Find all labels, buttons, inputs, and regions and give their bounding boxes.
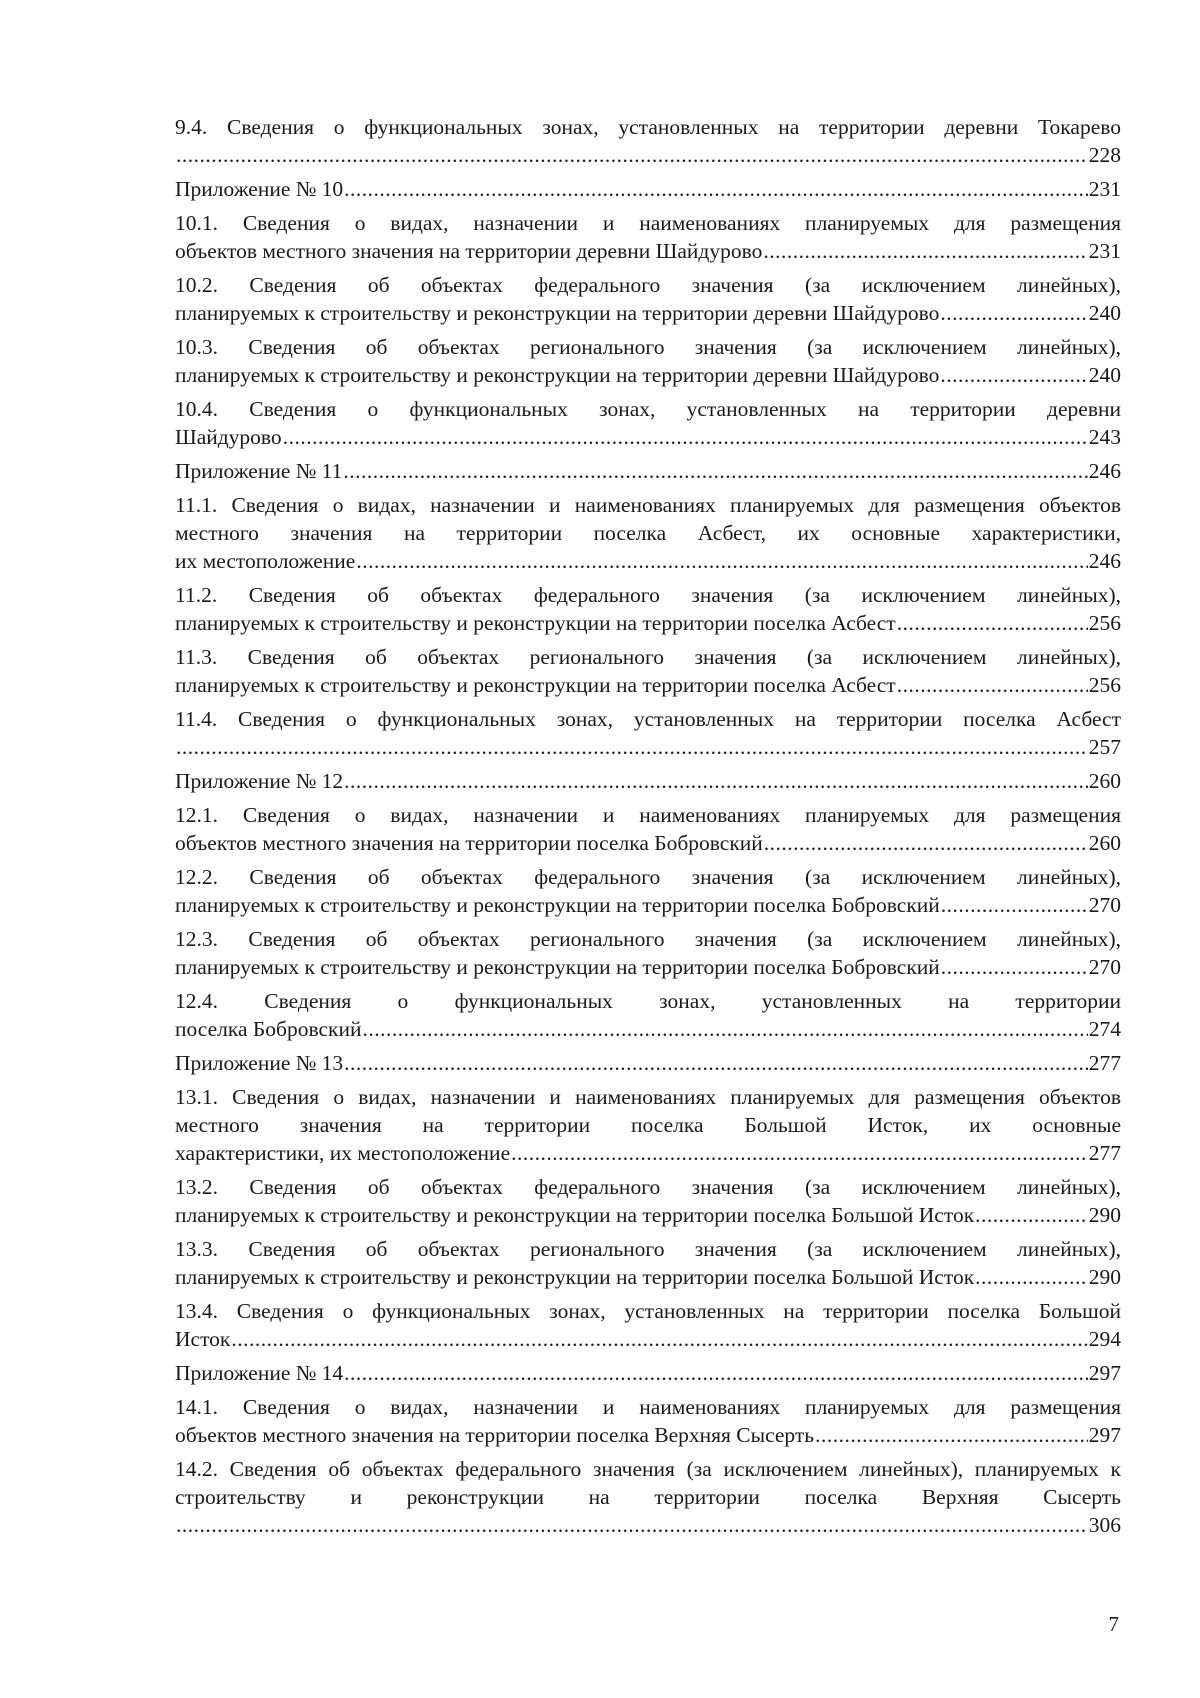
dot-leader [941, 891, 1088, 919]
dot-leader [975, 1263, 1088, 1291]
toc-entry-text-tail: Приложение № 13 [175, 1051, 344, 1075]
toc-leader-line [175, 1049, 1121, 1077]
toc-entry-text: 13.3. Сведения об объектах регионального значения (за исключением линейных), [175, 1237, 1121, 1261]
dot-leader [231, 1325, 1087, 1353]
toc-page-number: 270 [1088, 955, 1121, 979]
toc-page-number: 231 [1088, 177, 1121, 201]
toc-entry[interactable] [175, 1049, 1121, 1077]
toc-page-number: 290 [1088, 1203, 1121, 1227]
toc-entry-text: 12.3. Сведения об объектах регионального значения (за исключением линейных), [175, 927, 1121, 951]
dot-leader [940, 361, 1087, 389]
toc-leader-line [175, 1139, 1121, 1167]
toc-entry[interactable] [175, 987, 1121, 1043]
dot-leader [764, 829, 1088, 857]
toc-entry[interactable] [175, 271, 1121, 327]
toc-entry-text-tail: объектов местного значения на территории деревни Шайдурово [175, 239, 763, 263]
toc-entry[interactable] [175, 705, 1121, 761]
toc-page-number: 297 [1088, 1423, 1121, 1447]
toc-entry[interactable] [175, 395, 1121, 451]
toc-leader-line [175, 175, 1121, 203]
toc-page-number: 260 [1088, 831, 1121, 855]
toc-entry-text: 10.4. Сведения о функциональных зонах, установленных на территории деревни [175, 397, 1121, 421]
toc-entry-text: 11.2. Сведения об объектах федерального значения (за исключением линейных), [175, 583, 1121, 607]
toc-leader-line [175, 767, 1121, 795]
toc-entry-text: 12.1. Сведения о видах, назначении и наименованиях планируемых для размещения [175, 803, 1121, 827]
toc-entry[interactable] [175, 1083, 1121, 1167]
dot-leader [940, 299, 1087, 327]
dot-leader [344, 1359, 1088, 1387]
toc-leader-line [175, 1511, 1121, 1539]
toc-entry-text-tail: Исток [175, 1327, 231, 1351]
toc-entry[interactable] [175, 801, 1121, 857]
toc-entry-text-tail: планируемых к строительству и реконструкции на территории поселка Бобровский [175, 893, 940, 917]
toc-entry-text: 9.4. Сведения о функциональных зонах, установленных на территории деревни Токарево [175, 115, 1121, 139]
dot-leader [941, 953, 1088, 981]
toc-page-number: 274 [1088, 1017, 1121, 1041]
toc-entry[interactable] [175, 1393, 1121, 1449]
toc-leader-line [175, 141, 1121, 169]
toc-leader-line [175, 891, 1121, 919]
toc-leader-line [175, 609, 1121, 637]
toc-entry-text-tail: характеристики, их местоположение [175, 1141, 511, 1165]
toc-entry[interactable] [175, 209, 1121, 265]
toc-leader-line [175, 671, 1121, 699]
toc-entry-text: 11.4. Сведения о функциональных зонах, установленных на территории поселка Асбест [175, 707, 1121, 731]
toc-entry[interactable] [175, 767, 1121, 795]
toc-page-number: 256 [1088, 673, 1121, 697]
toc-leader-line [175, 1015, 1121, 1043]
toc-entry[interactable] [175, 113, 1121, 169]
dot-leader [362, 1015, 1087, 1043]
toc-page-number: 270 [1088, 893, 1121, 917]
dot-leader [975, 1201, 1088, 1229]
toc-entry-text: 13.1. Сведения о видах, назначении и наименованиях планируемых для размещения объектов местного значения на территории поселка Большой Исток, их основные [175, 1085, 1121, 1137]
dot-leader [511, 1139, 1088, 1167]
toc-entry[interactable] [175, 1235, 1121, 1291]
toc-entry-text-tail: Приложение № 12 [175, 769, 344, 793]
toc-entry-text-tail: планируемых к строительству и реконструкции на территории деревни Шайдурово [175, 363, 940, 387]
toc-leader-line [175, 237, 1121, 265]
toc-page-number: 228 [1088, 143, 1121, 167]
dot-leader [176, 141, 1088, 169]
toc-entry[interactable] [175, 1359, 1121, 1387]
dot-leader [897, 609, 1088, 637]
dot-leader [344, 1049, 1088, 1077]
toc-page-number: 294 [1088, 1327, 1121, 1351]
toc-entry-text: 11.1. Сведения о видах, назначении и наименованиях планируемых для размещения объектов местного значения на территории поселка Асбест, их основные характеристики, [175, 493, 1121, 545]
toc-leader-line [175, 547, 1121, 575]
toc-leader-line [175, 953, 1121, 981]
page-number: 7 [1108, 1612, 1119, 1636]
toc-entry-text-tail: планируемых к строительству и реконструкции на территории поселка Асбест [175, 673, 896, 697]
dot-leader [344, 767, 1088, 795]
toc-page-number: 240 [1088, 301, 1121, 325]
toc-leader-line [175, 829, 1121, 857]
toc-leader-line [175, 361, 1121, 389]
dot-leader [283, 423, 1088, 451]
toc-leader-line [175, 457, 1121, 485]
toc-leader-line [175, 1201, 1121, 1229]
toc-page-number: 240 [1088, 363, 1121, 387]
toc-page-number: 290 [1088, 1265, 1121, 1289]
dot-leader [176, 1511, 1088, 1539]
toc-entry[interactable] [175, 491, 1121, 575]
toc-page-number: 260 [1088, 769, 1121, 793]
toc-page-number: 277 [1088, 1141, 1121, 1165]
toc-leader-line [175, 733, 1121, 761]
toc-page-number: 246 [1088, 549, 1121, 573]
toc-entry-text-tail: планируемых к строительству и реконструкции на территории поселка Большой Исток [175, 1265, 975, 1289]
toc-entry-text-tail: планируемых к строительству и реконструкции на территории поселка Асбест [175, 611, 896, 635]
toc-entry-text-tail: планируемых к строительству и реконструкции на территории поселка Бобровский [175, 955, 940, 979]
dot-leader [763, 237, 1087, 265]
toc-entry-text: 10.3. Сведения об объектах регионального значения (за исключением линейных), [175, 335, 1121, 359]
toc-entry-text-tail: планируемых к строительству и реконструкции на территории деревни Шайдурово [175, 301, 940, 325]
toc-entry-text: 13.4. Сведения о функциональных зонах, установленных на территории поселка Большой [175, 1299, 1121, 1323]
toc-entry[interactable] [175, 925, 1121, 981]
toc-entry-text: 13.2. Сведения об объектах федерального значения (за исключением линейных), [175, 1175, 1121, 1199]
toc-entry-text: 12.4. Сведения о функциональных зонах, установленных на территории [175, 989, 1121, 1013]
toc-leader-line [175, 299, 1121, 327]
toc-entry[interactable] [175, 863, 1121, 919]
toc-entry[interactable] [175, 175, 1121, 203]
toc-leader-line [175, 1325, 1121, 1353]
dot-leader [344, 175, 1088, 203]
toc-entry-text: 14.1. Сведения о видах, назначении и наименованиях планируемых для размещения [175, 1395, 1121, 1419]
toc-entry-text-tail: Шайдурово [175, 425, 282, 449]
toc-entry-text-tail: Приложение № 14 [175, 1361, 344, 1385]
toc-entry[interactable] [175, 643, 1121, 699]
toc-page-number: 306 [1088, 1513, 1121, 1537]
dot-leader [176, 733, 1088, 761]
toc-entry-text-tail: их местоположение [175, 549, 356, 573]
toc-leader-line [175, 1421, 1121, 1449]
toc-entry-text: 10.1. Сведения о видах, назначении и наименованиях планируемых для размещения [175, 211, 1121, 235]
toc-entry-text: 11.3. Сведения об объектах регионального значения (за исключением линейных), [175, 645, 1121, 669]
toc-entry-text-tail: Приложение № 11 [175, 459, 343, 483]
toc-entry[interactable] [175, 457, 1121, 485]
toc-entry-text-tail: объектов местного значения на территории поселка Бобровский [175, 831, 763, 855]
toc-leader-line [175, 1359, 1121, 1387]
toc-entry-text: 14.2. Сведения об объектах федерального значения (за исключением линейных), планируемых к строительству и реконструкции на территории поселка Верхняя Сысерть [175, 1457, 1121, 1509]
toc-entry[interactable] [175, 1455, 1121, 1539]
toc-entry-text: 12.2. Сведения об объектах федерального значения (за исключением линейных), [175, 865, 1121, 889]
toc-entry[interactable] [175, 581, 1121, 637]
toc-page-number: 256 [1088, 611, 1121, 635]
toc-entry[interactable] [175, 1173, 1121, 1229]
toc-page-number: 231 [1088, 239, 1121, 263]
table-of-contents [175, 113, 1121, 1545]
toc-entry-text-tail: планируемых к строительству и реконструкции на территории поселка Большой Исток [175, 1203, 975, 1227]
toc-page-number: 243 [1088, 425, 1121, 449]
toc-leader-line [175, 423, 1121, 451]
toc-entry-text-tail: объектов местного значения на территории поселка Верхняя Сысерть [175, 1423, 815, 1447]
toc-page-number: 297 [1088, 1361, 1121, 1385]
toc-entry[interactable] [175, 1297, 1121, 1353]
toc-page-number: 277 [1088, 1051, 1121, 1075]
dot-leader [897, 671, 1088, 699]
toc-page-number: 257 [1088, 735, 1121, 759]
dot-leader [815, 1421, 1088, 1449]
toc-entry-text-tail: Приложение № 10 [175, 177, 344, 201]
toc-leader-line [175, 1263, 1121, 1291]
toc-page-number: 246 [1088, 459, 1121, 483]
toc-entry-text: 10.2. Сведения об объектах федерального значения (за исключением линейных), [175, 273, 1121, 297]
dot-leader [356, 547, 1087, 575]
toc-entry-text-tail: поселка Бобровский [175, 1017, 362, 1041]
toc-entry[interactable] [175, 333, 1121, 389]
dot-leader [343, 457, 1087, 485]
